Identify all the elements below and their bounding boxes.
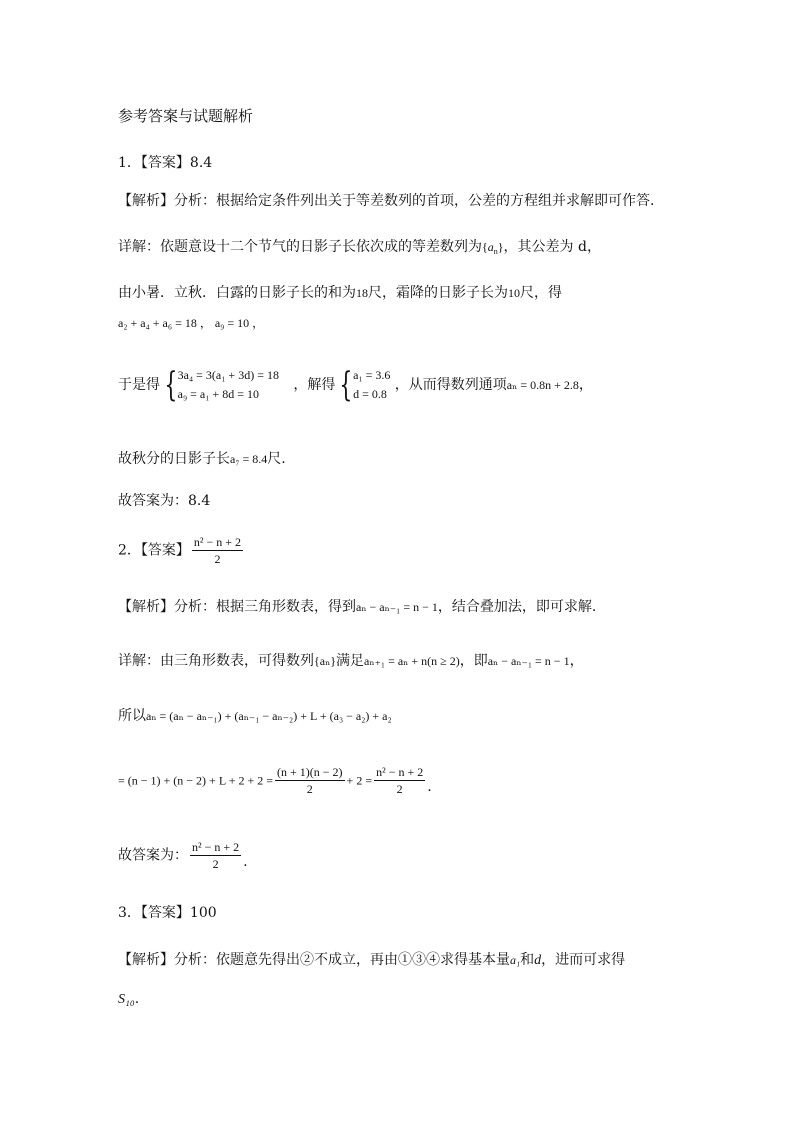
q1-final-answer: 故答案为：8.4 [118, 493, 211, 509]
q1-condition-line [118, 283, 562, 303]
q1-solve-lead: ，解得 [293, 377, 336, 393]
q1-general-lead: ，从而得数列通项 [394, 377, 507, 393]
q2-fraction-2-denominator: 2 [396, 782, 403, 796]
q3-answer-heading: 3．【答案】100 [118, 905, 217, 921]
q1-answer-heading: 1．【答案】8.4 [118, 155, 213, 171]
q2-final-denominator: 2 [212, 857, 219, 871]
q2-plus-two: + 2 = [346, 773, 373, 788]
q1-condition-text-c: 尺，得 [520, 285, 562, 301]
q1-detail-line [118, 237, 601, 262]
q1-sequence-symbol: $\{a_n\}$ [482, 240, 504, 256]
q3-base-a1: a₁ [510, 953, 521, 967]
q2-final-numerator: n² − n + 2 [192, 840, 240, 854]
q1-detail-text-a: 详解：依题意设十二个节气的日影子长依次成的等差数列为 [118, 239, 482, 255]
q3-base-d: d [534, 953, 542, 968]
q2-sum-end: . [427, 779, 432, 795]
q2-final-fraction [190, 839, 241, 872]
q1-system-lead: 于是得 [118, 377, 160, 393]
q2-difference-eq: aₙ − aₙ₋₁ = n − 1 [487, 654, 570, 668]
q2-final-line [118, 839, 248, 872]
q2-fraction-1-denominator: 2 [306, 782, 313, 796]
q2-detail-line [118, 651, 584, 671]
q2-final-end: . [243, 854, 248, 870]
q2-analysis-eq: aₙ − aₙ₋₁ = n − 1 [356, 600, 438, 614]
q1-general-term: aₙ = 0.8n + 2.8 [506, 378, 579, 392]
q2-answer-denominator: 2 [214, 552, 221, 566]
q2-fraction-1-numerator: (n + 1)(n − 2) [277, 765, 343, 779]
q1-equation-system [178, 366, 279, 404]
q1-solution-system [353, 366, 390, 404]
q1-general-end: ， [578, 377, 593, 393]
q2-analysis-line [118, 597, 596, 617]
q2-sequence-symbol: {aₙ} [314, 654, 337, 668]
q2-sum-line [118, 706, 392, 726]
q1-detail-text-b: ，其公差为 d， [503, 239, 601, 255]
q1-value-18: 18 [356, 286, 368, 300]
q1-solution-d: d = 0.8 [353, 387, 387, 401]
q3-analysis-text-b: 和 [520, 952, 535, 968]
q2-detail-text-b: 满足 [336, 653, 365, 669]
q1-condition-text-a: 由小暑．立秋．白露的日影子长的和为 [118, 285, 356, 301]
q1-given-equations: a₂ + a₄ + a₆ = 18 ， a₉ = 10 ， [118, 316, 265, 330]
q1-qiufen-line [118, 449, 286, 469]
q3-s10-end: . [134, 991, 140, 1007]
q2-final-lead: 故答案为： [118, 847, 188, 864]
q2-detail-text-a: 详解：由三角形数表，可得数列 [118, 653, 314, 669]
q2-answer-numerator: n² − n + 2 [193, 535, 242, 549]
q3-analysis-line [118, 950, 625, 971]
q1-qiufen-eq: a₇ = 8.4 [230, 452, 268, 466]
q2-fraction-1 [275, 764, 345, 797]
q1-solution-a1: a₁ = 3.6 [353, 368, 391, 382]
q1-qiufen-text: 故秋分的日影子长 [118, 451, 230, 467]
q1-qiufen-unit: 尺. [267, 451, 286, 467]
q3-analysis-text-c: ，进而可求得 [541, 952, 626, 968]
q2-analysis-text-a: 【解析】分析：根据三角形数表，得到 [118, 599, 356, 615]
brace-icon: { [164, 365, 178, 405]
brace-icon: { [339, 365, 353, 405]
q2-fraction-2-numerator: n² − n + 2 [376, 765, 424, 779]
q2-recurrence-eq: aₙ₊₁ = aₙ + n(n ≥ 2) [364, 654, 460, 668]
q1-analysis: 【解析】分析：根据给定条件列出关于等差数列的首项，公差的方程组并求解即可作答. [118, 193, 655, 209]
q1-system-eq1: 3a₄ = 3(a₁ + 3d) = 18 [177, 368, 279, 382]
q1-value-10: 10 [508, 286, 520, 300]
q2-detail-text-c: ，即 [459, 653, 488, 669]
q3-s10-line [118, 989, 139, 1010]
q2-sum-lead: 所以 [118, 708, 146, 724]
q2-fraction-2 [374, 764, 425, 797]
q2-telescoping-sum: aₙ = (aₙ − aₙ₋₁) + (aₙ₋₁ − aₙ₋₂) + L + (a₃ − a₂) + a₂ [146, 709, 392, 723]
q2-sum-result-text: = (n − 1) + (n − 2) + L + 2 + 2 = [118, 773, 274, 788]
q2-sum-result-line [118, 764, 432, 797]
q1-system-line [118, 366, 593, 404]
q3-s10-symbol: S₁₀ [118, 992, 135, 1007]
q3-analysis-text-a: 【解析】分析：依题意先得出②不成立，再由①③④求得基本量 [118, 952, 510, 968]
q2-head-text: 2．【答案】 [118, 542, 190, 559]
q2-analysis-text-b: ，结合叠加法，即可求解. [437, 599, 597, 615]
q1-system-eq2: a₉ = a₁ + 8d = 10 [177, 387, 259, 401]
page-title: 参考答案与试题解析 [118, 107, 254, 125]
q2-answer-fraction [192, 534, 243, 567]
q2-detail-text-d: ， [569, 653, 584, 669]
q2-answer-heading [118, 534, 245, 567]
q1-condition-text-b: 尺，霜降的日影子长为 [368, 285, 508, 301]
